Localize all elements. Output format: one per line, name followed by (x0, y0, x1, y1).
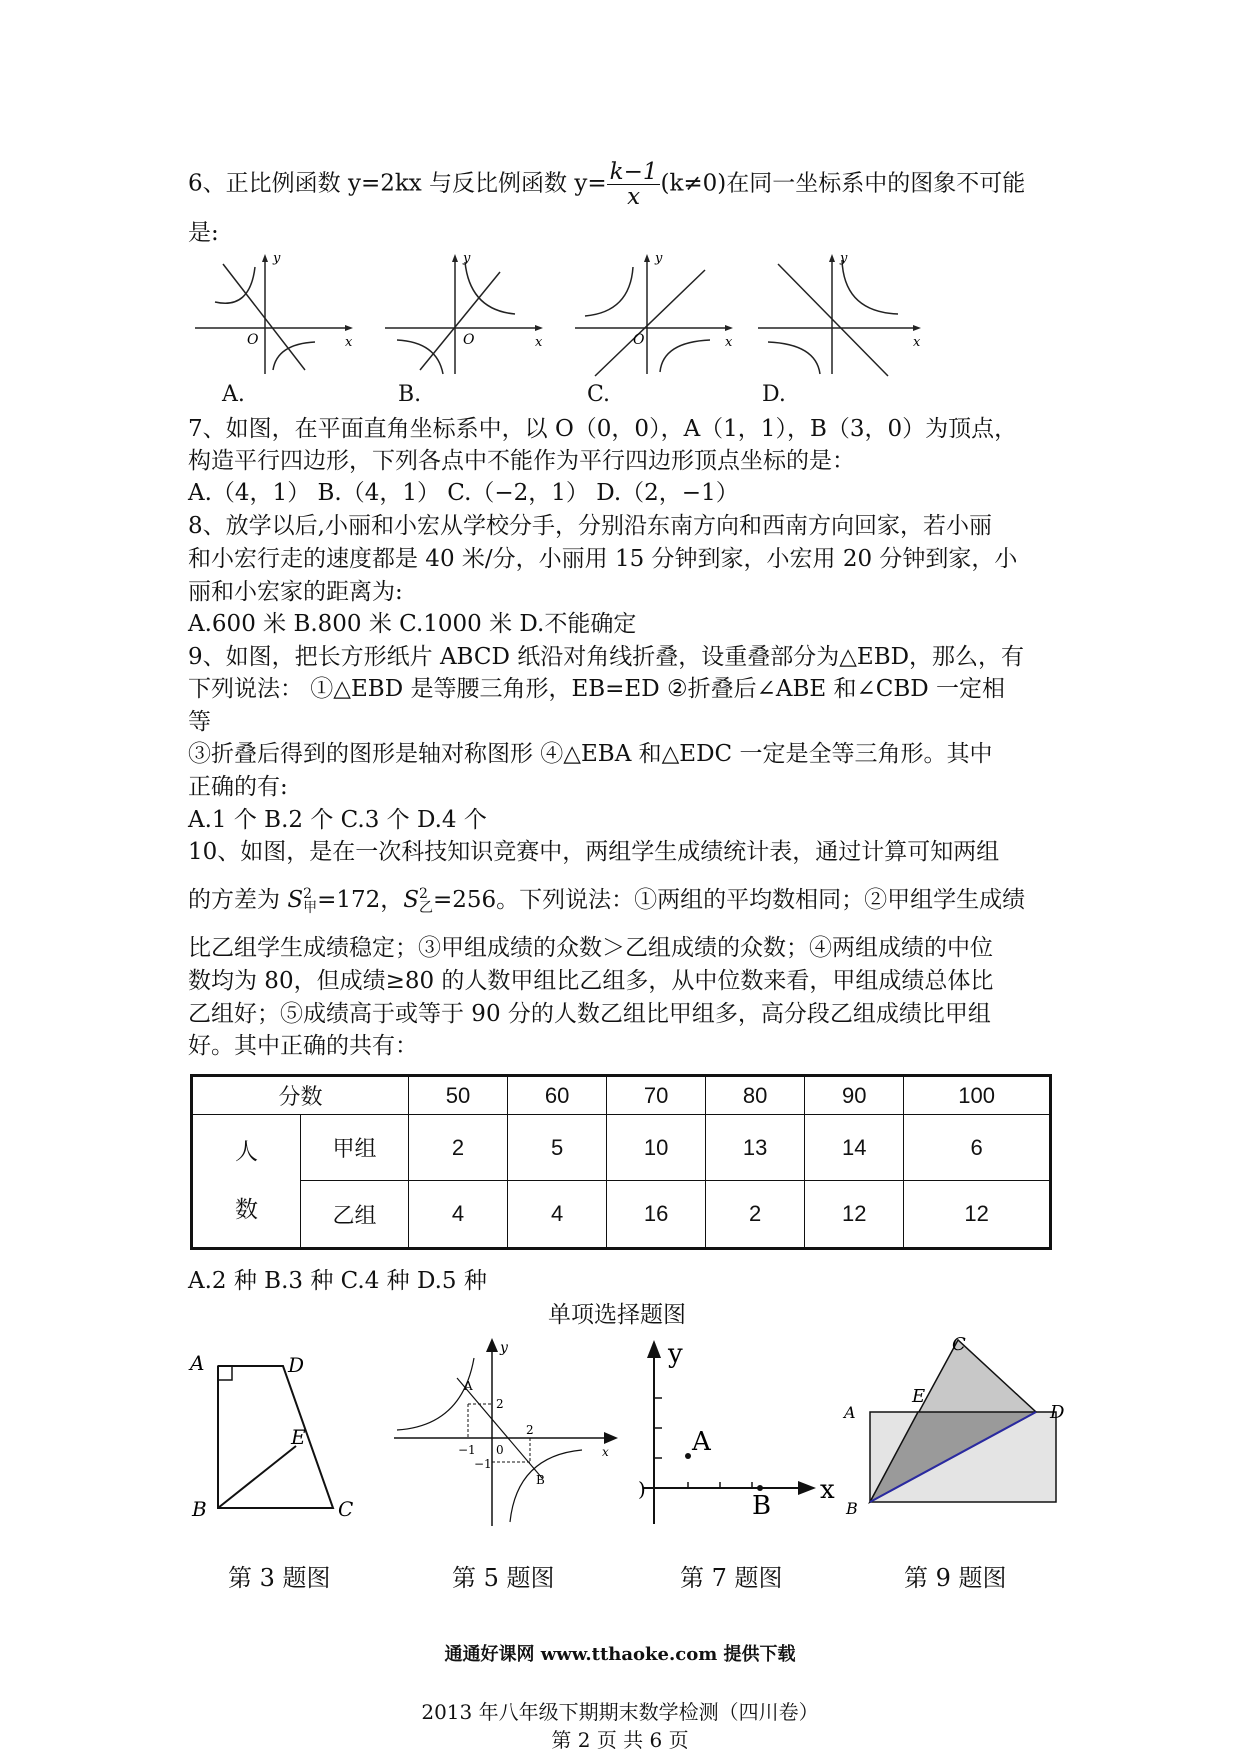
q10-line2 (188, 885, 1025, 915)
fig5-label-neg1y: −1 (474, 1457, 492, 1471)
header-score-label: 分数 (192, 1076, 409, 1115)
table-cell: 10 (607, 1115, 706, 1181)
score-col: 100 (904, 1076, 1051, 1115)
q10-line5: 乙组好；⑤成绩高于或等于 90 分的人数乙组比甲组多，高分段乙组成绩比甲组 (188, 1001, 991, 1027)
variance-jia-symbol: S (287, 887, 304, 913)
svg-text:O: O (463, 332, 475, 348)
footer-page-number: 第 2 页 共 6 页 (551, 1728, 689, 1752)
fig9-label-a: A (844, 1403, 856, 1422)
q9-line2: 下列说法： ①△EBD 是等腰三角形，EB=ED ②折叠后∠ABE 和∠CBD 一定相 (188, 676, 1005, 702)
table-row (192, 1181, 1051, 1249)
q6-option-c: C. (587, 382, 611, 407)
fig5-label-x: x (602, 1445, 609, 1459)
q6-option-d: D. (762, 382, 786, 407)
variance-yi-sup: 2 (419, 886, 428, 902)
q6-graph-c (575, 252, 735, 377)
variance-jia-sup: 2 (303, 886, 312, 902)
table-cell: 13 (706, 1115, 805, 1181)
svg-text:x: x (913, 335, 921, 350)
q8-line3: 丽和小宏家的距离为: (188, 579, 403, 605)
score-table (190, 1074, 1052, 1250)
q6-frac-denominator: x (627, 184, 641, 210)
fig7-label-a: A (692, 1427, 711, 1457)
svg-text:x: x (725, 335, 733, 350)
fig7-label-x: x (820, 1475, 835, 1505)
fig3-label-e: E (291, 1425, 306, 1449)
q8-options: A.600 米 B.800 米 C.1000 米 D.不能确定 (188, 611, 637, 637)
fig5-label-neg1x: −1 (458, 1443, 476, 1457)
table-cell: 12 (904, 1181, 1051, 1249)
q9-options: A.1 个 B.2 个 C.3 个 D.4 个 (188, 807, 487, 833)
fig5-label-b: B (536, 1473, 545, 1487)
q6-fraction (607, 160, 661, 209)
score-col: 70 (607, 1076, 706, 1115)
table-cell: 14 (805, 1115, 904, 1181)
fig5-diagram (392, 1338, 622, 1528)
fig7-label-b: B (752, 1491, 772, 1521)
svg-text:x: x (535, 335, 543, 350)
fig3-label-d: D (288, 1353, 305, 1377)
fig7-label-y: y (668, 1339, 683, 1369)
fig5-label-a: A (464, 1379, 473, 1393)
fig3-label-b: B (192, 1497, 207, 1521)
score-col: 50 (409, 1076, 508, 1115)
q9-line3: 等 (188, 709, 211, 735)
q8-line2: 和小宏行走的速度都是 40 米/分，小丽用 15 分钟到家，小宏用 20 分钟到家，小 (188, 546, 1018, 572)
fig3-caption: 第 3 题图 (228, 1564, 331, 1592)
q8-line1: 8、放学以后,小丽和小宏从学校分手，分别沿东南方向和西南方向回家，若小丽 (188, 513, 992, 539)
q6-graph-d (758, 252, 923, 377)
row-group-label (192, 1115, 301, 1249)
table-cell: 12 (805, 1181, 904, 1249)
q10-line3: 比乙组学生成绩稳定；③甲组成绩的众数＞乙组成绩的众数；④两组成绩的中位 (188, 935, 993, 961)
q6-line1 (188, 160, 1025, 209)
fig9-label-b: B (846, 1499, 858, 1518)
fig7-label-origin: ) (638, 1477, 646, 1501)
fig5-label-2x: 2 (526, 1423, 534, 1437)
fig9-caption: 第 9 题图 (904, 1564, 1007, 1592)
variance-yi-sub: 乙 (419, 900, 434, 916)
fig3-label-c: C (338, 1497, 354, 1521)
variance-jia-sub: 甲 (303, 900, 318, 916)
row-label-jia: 甲组 (301, 1115, 409, 1181)
fig5-label-2y: 2 (496, 1397, 504, 1411)
fig9-diagram (840, 1336, 1070, 1526)
q7-line1: 7、如图，在平面直角坐标系中，以 O（0，0），A（1，1），B（3，0）为顶点， (188, 416, 1018, 442)
q10-line6: 好。其中正确的共有： (188, 1033, 418, 1059)
q10-line2-pre: 的方差为 (188, 887, 288, 913)
q9-line1: 9、如图，把长方形纸片 ABCD 纸沿对角线折叠，设重叠部分为△EBD，那么，有 (188, 644, 1025, 670)
q10-line1: 10、如图，是在一次科技知识竞赛中，两组学生成绩统计表，通过计算可知两组 (188, 839, 1000, 865)
table-cell: 6 (904, 1115, 1051, 1181)
q9-line5: 正确的有: (188, 774, 288, 800)
row-group-top: 人 (235, 1139, 258, 1166)
table-cell: 2 (706, 1181, 805, 1249)
table-header-row (192, 1076, 1051, 1115)
footer-source: 通通好课网 www.tthaoke.com 提供下载 (444, 1644, 796, 1665)
table-row (192, 1115, 1051, 1181)
q6-frac-numerator: k−1 (607, 160, 661, 185)
q7-line2: 构造平行四边形，下列各点中不能作为平行四边形顶点坐标的是： (188, 448, 855, 474)
table-cell: 2 (409, 1115, 508, 1181)
q6-graph-a (195, 252, 355, 377)
svg-text:O: O (633, 332, 645, 348)
score-col: 60 (508, 1076, 607, 1115)
q6-option-b: B. (398, 382, 422, 407)
variance-yi-value: =256。下列说法：①两组的平均数相同；②甲组学生成绩 (433, 887, 1026, 913)
q10-line4: 数均为 80，但成绩≥80 的人数甲组比乙组多，从中位数来看，甲组成绩总体比 (188, 968, 994, 994)
svg-text:x: x (345, 335, 353, 350)
table-cell: 5 (508, 1115, 607, 1181)
footer-exam-title: 2013 年八年级下期期末数学检测（四川卷） (421, 1700, 819, 1724)
variance-yi-symbol: S (403, 887, 420, 913)
q6-option-a: A. (222, 382, 245, 407)
svg-text:O: O (247, 332, 259, 348)
q6-graph-b (385, 252, 545, 377)
fig5-label-zero: 0 (496, 1443, 504, 1457)
table-cell: 16 (607, 1181, 706, 1249)
q6-line2: 是: (188, 220, 219, 246)
fig5-caption: 第 5 题图 (452, 1564, 555, 1592)
fig9-label-c: C (952, 1336, 966, 1355)
table-cell: 4 (508, 1181, 607, 1249)
fig9-label-d: D (1050, 1402, 1065, 1423)
figures-title: 单项选择题图 (548, 1302, 686, 1328)
variance-jia-value: =172， (317, 887, 404, 913)
score-col: 80 (706, 1076, 805, 1115)
fig5-label-y: y (500, 1340, 508, 1356)
score-col: 90 (805, 1076, 904, 1115)
fig7-caption: 第 7 题图 (680, 1564, 783, 1592)
row-label-yi: 乙组 (301, 1181, 409, 1249)
svg-text:y: y (463, 252, 471, 266)
fig7-diagram (630, 1338, 840, 1528)
row-group-bottom: 数 (235, 1197, 258, 1224)
q6-text-pre: 6、正比例函数 y=2kx 与反比例函数 y= (188, 170, 607, 197)
table-cell: 4 (409, 1181, 508, 1249)
q9-line4: ③折叠后得到的图形是轴对称图形 ④△EBA 和△EDC 一定是全等三角形。其中 (188, 741, 993, 767)
fig9-label-e: E (912, 1386, 926, 1407)
svg-text:y: y (655, 252, 663, 266)
q7-options: A.（4，1） B.（4，1） C.（−2，1） D.（2，−1） (188, 480, 739, 506)
fig3-diagram (188, 1348, 358, 1526)
svg-text:y: y (273, 252, 281, 266)
q6-text-post: (k≠0)在同一坐标系中的图象不可能 (660, 170, 1026, 197)
svg-text:y: y (840, 252, 848, 266)
q10-options: A.2 种 B.3 种 C.4 种 D.5 种 (188, 1268, 487, 1294)
fig3-label-a: A (190, 1351, 205, 1375)
